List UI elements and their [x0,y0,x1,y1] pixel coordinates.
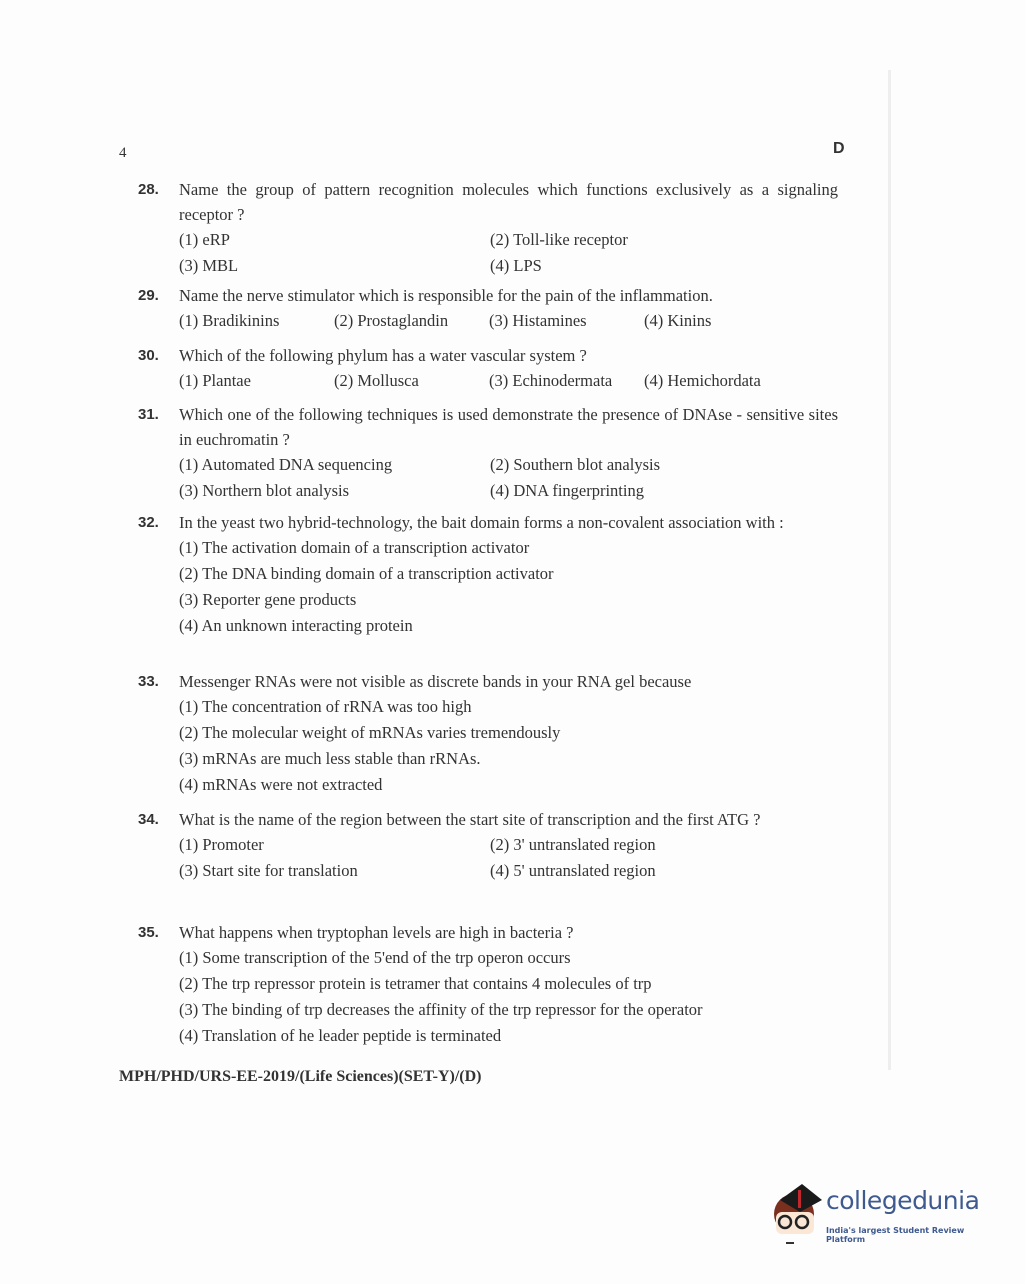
question-number: 31. [138,406,159,423]
page-number: 4 [119,145,127,161]
option-2: (2) Southern blot analysis [490,455,661,474]
option-2: (2) 3' untranslated region [490,835,656,854]
option-3: (3) Histamines [489,311,587,330]
collegedunia-logo [768,1178,993,1248]
options [179,452,838,504]
question-35 [138,920,838,1049]
options [179,308,838,334]
option-2: (2) The molecular weight of mRNAs varies tremendously [179,723,561,742]
set-code: D [833,140,845,157]
option-4: (4) DNA fingerprinting [490,481,644,500]
option-1: (1) Plantae [179,371,251,390]
question-33 [138,669,838,798]
option-1: (1) eRP [179,230,230,249]
option-4: (4) An unknown interacting protein [179,616,413,635]
mascot-icon [768,1178,826,1248]
question-stem: In the yeast two hybrid-technology, the bait domain forms a non-covalent association with : [179,513,784,532]
option-4: (4) Hemichordata [644,371,761,390]
question-number: 32. [138,514,159,531]
question-29 [138,283,838,334]
option-3: (3) Northern blot analysis [179,481,350,500]
question-number: 33. [138,673,159,690]
options [179,368,838,394]
option-1: (1) Promoter [179,835,264,854]
question-number: 35. [138,924,159,941]
option-1: (1) The concentration of rRNA was too high [179,697,472,716]
option-2: (2) The DNA binding domain of a transcription activator [179,564,554,583]
option-4: (4) mRNAs were not extracted [179,775,383,794]
option-4: (4) 5' untranslated region [490,861,656,880]
scan-edge [888,70,891,1070]
option-3: (3) MBL [179,256,239,275]
question-stem: What happens when tryptophan levels are high in bacteria ? [179,923,574,942]
question-31 [138,402,838,504]
option-1: (1) Bradikinins [179,311,280,330]
logo-tagline: India's largest Student Review Platform [826,1226,965,1244]
option-1: (1) Automated DNA sequencing [179,455,393,474]
options [179,535,838,639]
option-4: (4) Translation of he leader peptide is terminated [179,1026,502,1045]
option-3: (3) mRNAs are much less stable than rRNAs. [179,749,481,768]
option-1: (1) The activation domain of a transcription activator [179,538,530,557]
logo-brand: collegedunia [826,1186,980,1215]
option-2: (2) Prostaglandin [334,311,449,330]
question-34 [138,807,838,884]
option-3: (3) The binding of trp decreases the affinity of the trp repressor for the operator [179,1000,703,1019]
option-1: (1) Some transcription of the 5'end of the trp operon occurs [179,948,571,967]
paper-code-footer: MPH/PHD/URS-EE-2019/(Life Sciences)(SET-Y)/(D) [119,1068,482,1085]
option-3: (3) Reporter gene products [179,590,357,609]
question-number: 30. [138,347,159,364]
question-stem: What is the name of the region between the start site of transcription and the first ATG ? [179,810,761,829]
option-2: (2) Toll-like receptor [490,230,628,249]
question-32 [138,510,838,639]
options [179,694,838,798]
options [179,227,838,279]
option-3: (3) Echinodermata [489,371,613,390]
option-3: (3) Start site for translation [179,861,358,880]
option-2: (2) The trp repressor protein is tetramer that contains 4 molecules of trp [179,974,652,993]
question-stem: Name the group of pattern recognition molecules which functions exclusively as a signaling receptor ? [179,180,838,224]
options [179,832,838,884]
option-4: (4) Kinins [644,311,712,330]
question-stem: Messenger RNAs were not visible as discrete bands in your RNA gel because [179,672,692,691]
question-number: 28. [138,181,159,198]
question-28 [138,177,838,279]
question-stem: Name the nerve stimulator which is responsible for the pain of the inflammation. [179,286,713,305]
options [179,945,838,1049]
question-number: 29. [138,287,159,304]
option-2: (2) Mollusca [334,371,419,390]
option-4: (4) LPS [490,256,542,275]
question-stem: Which one of the following techniques is used demonstrate the presence of DNAse - sensitive sites in euchromatin ? [179,405,838,449]
question-30 [138,343,838,394]
question-number: 34. [138,811,159,828]
question-stem: Which of the following phylum has a water vascular system ? [179,346,587,365]
